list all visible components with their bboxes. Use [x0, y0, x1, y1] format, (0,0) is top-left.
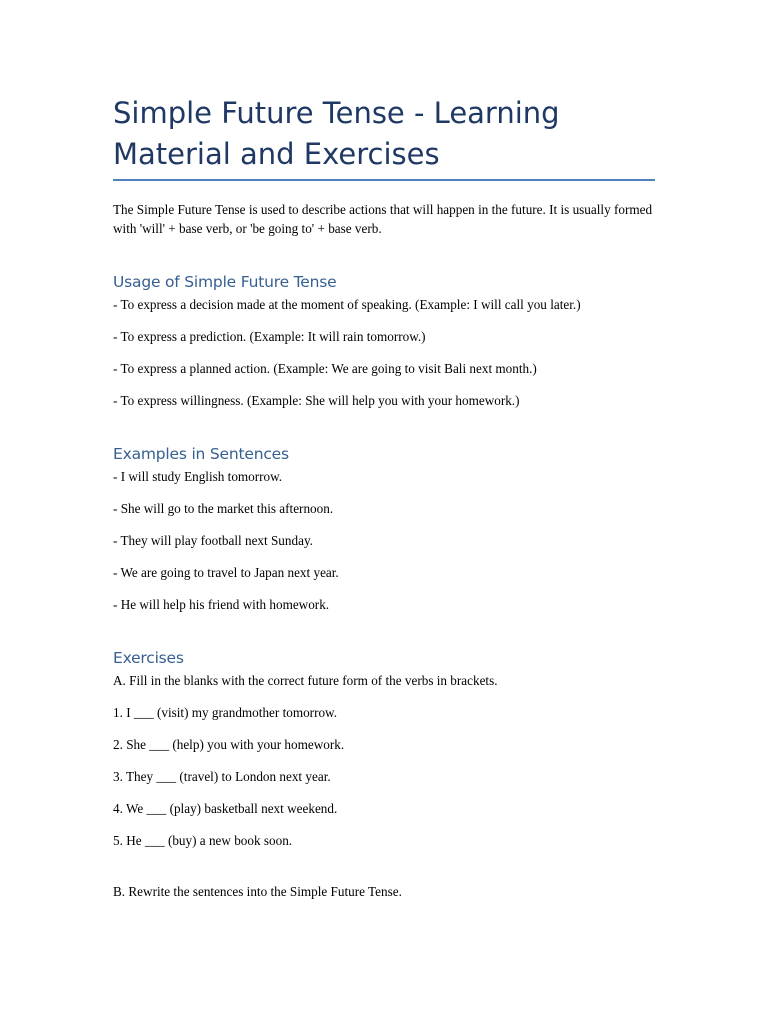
example-item: - I will study English tomorrow. — [113, 469, 283, 484]
usage-item: - To express willingness. (Example: She will help you with your homework.) — [113, 393, 520, 408]
document-title: Simple Future Tense - Learning Material and Exercises — [113, 96, 560, 171]
exercise-item: 4. We ___ (play) basketball next weekend. — [113, 801, 338, 816]
exercise-item: 5. He ___ (buy) a new book soon. — [113, 833, 293, 848]
example-item: - He will help his friend with homework. — [113, 597, 330, 612]
intro-paragraph: The Simple Future Tense is used to describe actions that will happen in the future. It is usually formed with 'will' + base verb, or 'be going to' + base verb. — [113, 202, 653, 236]
usage-heading: Usage of Simple Future Tense — [113, 273, 337, 291]
exercise-b-instruction: B. Rewrite the sentences into the Simple Future Tense. — [113, 884, 402, 899]
exercise-item: 1. I ___ (visit) my grandmother tomorrow. — [113, 705, 338, 720]
usage-item: - To express a decision made at the moment of speaking. (Example: I will call you later.) — [113, 297, 581, 312]
usage-item: - To express a planned action. (Example: We are going to visit Bali next month.) — [113, 361, 537, 376]
examples-heading: Examples in Sentences — [113, 445, 289, 463]
exercise-a-instruction: A. Fill in the blanks with the correct future form of the verbs in brackets. — [113, 673, 498, 688]
usage-item: - To express a prediction. (Example: It will rain tomorrow.) — [113, 329, 426, 344]
example-item: - We are going to travel to Japan next year. — [113, 565, 339, 580]
exercise-item: 2. She ___ (help) you with your homework. — [113, 737, 345, 752]
title-divider — [113, 179, 655, 181]
exercise-item: 3. They ___ (travel) to London next year. — [113, 769, 331, 784]
exercises-heading: Exercises — [113, 649, 184, 667]
example-item: - She will go to the market this afternoon. — [113, 501, 334, 516]
example-item: - They will play football next Sunday. — [113, 533, 313, 548]
